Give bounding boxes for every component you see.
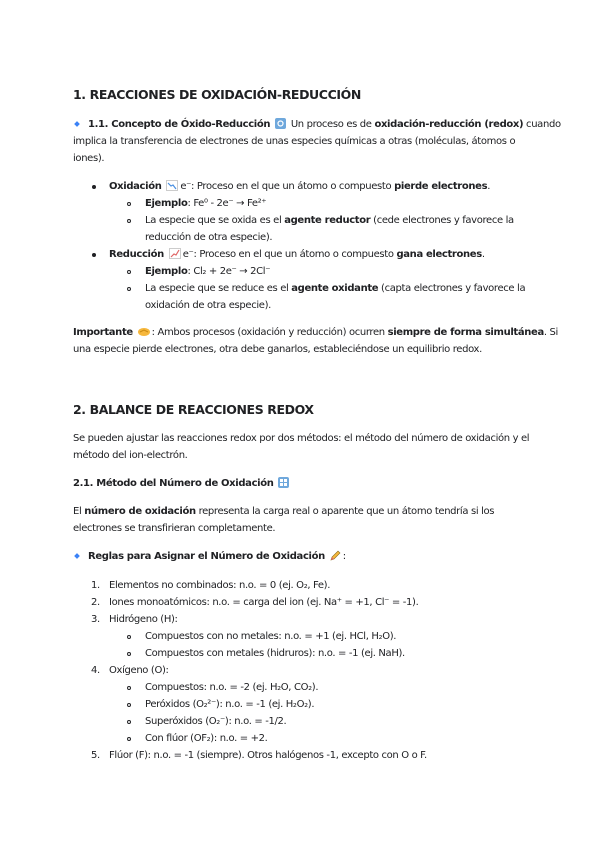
circle-bullet [127,202,131,206]
subsection-2-1-title: 2.1. Método del Número de Oxidación [73,475,291,492]
circle-bullet [127,703,131,707]
definition-paragraph-line-2: electrones se transfirieran completamente. [73,523,276,534]
circle-bullet [127,686,131,690]
bullet-dot [92,253,96,257]
oxidation-item: Oxidación e⁻: Proceso en el que un átomo o compuesto pierde electrones. [109,181,491,192]
chart-increasing-icon [169,248,181,259]
rule-item: Oxígeno (O): [109,665,169,676]
reduction-example: Ejemplo: Cl₂ + 2e⁻ → 2Cl⁻ [145,266,271,277]
concept-subtitle: 1.1. Concepto de Óxido-Reducción [88,119,271,130]
rule-item: Iones monoatómicos: n.o. = carga del ion (ej. Na⁺ = +1, Cl⁻ = -1). [109,597,419,608]
pencil-icon [330,550,341,561]
important-note-line-2: una especie pierde electrones, otra debe ganarlos, estableciéndose un equilibrio redox. [73,344,482,355]
circle-bullet [127,720,131,724]
diamond-bullet-icon [74,553,80,559]
rule-item: Flúor (F): n.o. = -1 (siempre). Otros halógenos -1, excepto con O o F. [109,750,427,761]
reduction-label: Reducción [109,249,164,260]
reduction-item: Reducción e⁻: Proceso en el que un átomo o compuesto gana electrones. [109,249,485,260]
section-2-title: 2. BALANCE DE REACCIONES REDOX [73,402,314,417]
methods-paragraph-line-2: método del ion-electrón. [73,450,188,461]
diamond-bullet-icon [74,121,80,127]
circle-bullet [127,737,131,741]
oxidation-example: Ejemplo: Fe⁰ - 2e⁻ → Fe²⁺ [145,198,267,209]
circle-bullet [127,270,131,274]
oxidation-label: Oxidación [109,181,162,192]
circle-bullet [127,219,131,223]
oxidation-agent-line-2: reducción de otra especie). [145,232,273,243]
important-label: Importante [73,327,133,338]
concept-paragraph-line-1: 1.1. Concepto de Óxido-Reducción Un proceso es de oxidación-reducción (redox) cuando [73,116,561,133]
numbers-icon [278,477,289,488]
oxidation-agent-line-1: La especie que se oxida es el agente reductor (cede electrones y favorece la [145,215,514,226]
rule-subitem: Compuestos con no metales: n.o. = +1 (ej. HCl, H₂O). [145,631,397,642]
reduction-agent-line-2: oxidación de otra especie). [145,300,271,311]
concept-paragraph-line-2: implica la transferencia de electrones de unas especies químicas a otras (moléculas, átomos o [73,136,516,147]
rule-subitem: Peróxidos (O₂²⁻): n.o. = -1 (ej. H₂O₂). [145,699,315,710]
rule-subitem: Con flúor (OF₂): n.o. = +2. [145,733,268,744]
section-1-title: 1. REACCIONES DE OXIDACIÓN-REDUCCIÓN [73,87,361,102]
rule-subitem: Compuestos: n.o. = -2 (ej. H₂O, CO₂). [145,682,319,693]
circle-bullet [127,652,131,656]
rules-title: Reglas para Asignar el Número de Oxidación : [73,548,346,565]
methods-paragraph-line-1: Se pueden ajustar las reacciones redox por dos métodos: el método del número de oxidación y el [73,433,530,444]
definition-paragraph-line-1: El número de oxidación representa la carga real o aparente que un átomo tendría si los [73,506,495,517]
important-note-line-1: Importante : Ambos procesos (oxidación y reducción) ocurren siempre de forma simultánea. Si [73,327,558,338]
rule-subitem: Superóxidos (O₂⁻): n.o. = -1/2. [145,716,287,727]
handshake-icon [138,327,150,337]
circle-bullet [127,287,131,291]
bullet-dot [92,185,96,189]
chart-decreasing-icon [166,180,178,191]
reduction-agent-line-1: La especie que se reduce es el agente oxidante (capta electrones y favorece la [145,283,526,294]
refresh-icon [275,118,286,129]
circle-bullet [127,635,131,639]
concept-paragraph-line-3: iones). [73,153,105,164]
rule-item: Hidrógeno (H): [109,614,178,625]
rule-subitem: Compuestos con metales (hidruros): n.o. = -1 (ej. NaH). [145,648,405,659]
rule-item: Elementos no combinados: n.o. = 0 (ej. O₂, Fe). [109,580,331,591]
